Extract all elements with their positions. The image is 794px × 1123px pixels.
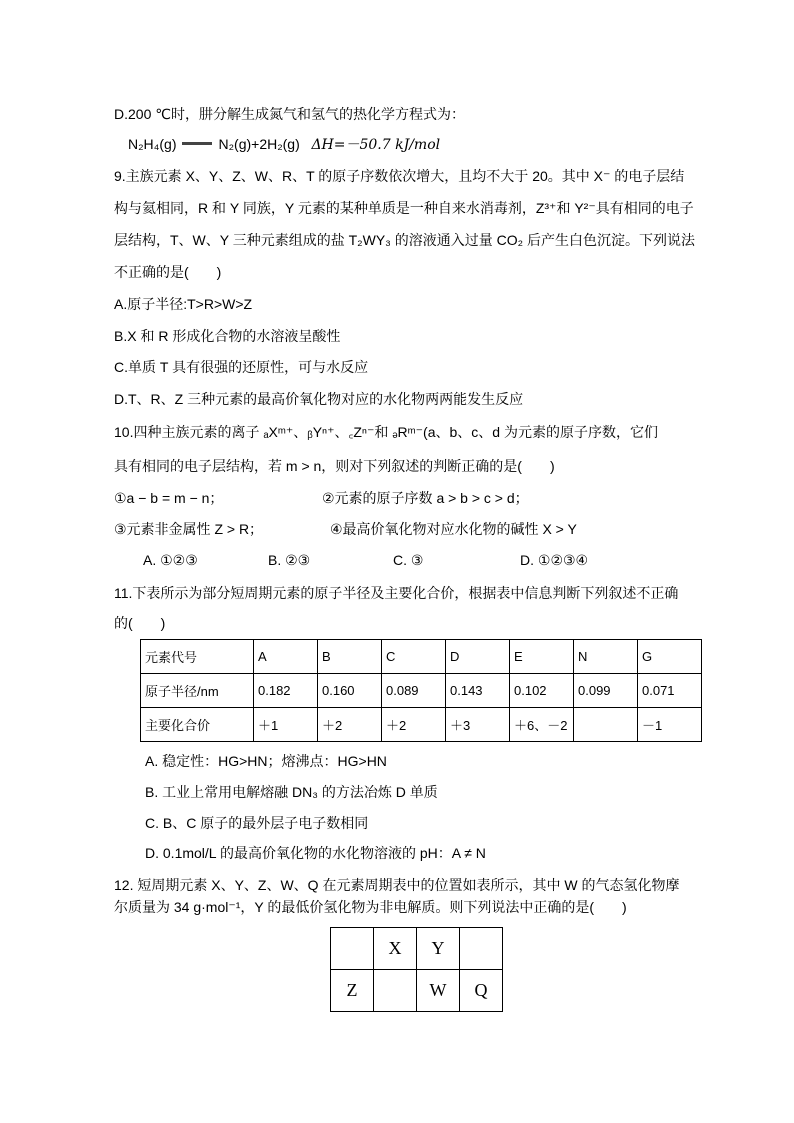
q9-stem-line: 构与氦相同，R 和 Y 同族，Y 元素的某种单质是一种自来水消毒剂，Z³⁺和 Y²⁻具有相同的电子: [114, 200, 694, 216]
table-cell: ＋6、－2: [510, 708, 574, 742]
table-cell: Z: [331, 970, 374, 1012]
q10-statement-4: ④最高价氧化物对应水化物的碱性 X > Y: [330, 521, 577, 537]
table-cell: Q: [460, 970, 503, 1012]
q9-option-d: D.T、R、Z 三种元素的最高价氧化物对应的水化物两两能发生反应: [114, 391, 524, 407]
table-cell: 0.071: [638, 674, 702, 708]
table-cell: [574, 708, 638, 742]
table-cell: G: [638, 640, 702, 674]
table-cell: A: [254, 640, 318, 674]
table-cell: N: [574, 640, 638, 674]
table-cell: ＋1: [254, 708, 318, 742]
q10-option-c: C. ③: [393, 552, 424, 568]
table-cell: 0.102: [510, 674, 574, 708]
table-cell: 原子半径/nm: [141, 674, 254, 708]
q10-statement-3: ③元素非金属性 Z > R；: [114, 521, 264, 537]
q9-option-a: A.原子半径:T>R>W>Z: [114, 296, 253, 312]
q10-stem-line: 10.四种主族元素的离子 ₐXᵐ⁺、ᵦYⁿ⁺、꜀Zⁿ⁻和 ₔRᵐ⁻(a、b、c、d 为元素的原子序数，它们: [114, 424, 658, 440]
table-cell: ＋2: [318, 708, 382, 742]
element-data-table: [140, 639, 702, 742]
table-cell: D: [446, 640, 510, 674]
table-cell: [460, 928, 503, 970]
table-cell: [374, 970, 417, 1012]
q8-equation: [128, 134, 440, 155]
table-cell: [331, 928, 374, 970]
q9-option-c: C.单质 T 具有很强的还原性，可与水反应: [114, 359, 369, 375]
q11-stem-line: 的( ): [114, 615, 166, 631]
q11-option-a: A. 稳定性：HG>HN；熔沸点：HG>HN: [145, 753, 387, 769]
table-cell: E: [510, 640, 574, 674]
q11-option-b: B. 工业上常用电解熔融 DN₃ 的方法冶炼 D 单质: [145, 784, 438, 800]
equation-right: N₂(g)+2H₂(g): [218, 136, 300, 152]
table-cell: 主要化合价: [141, 708, 254, 742]
table-cell: 0.099: [574, 674, 638, 708]
table-cell: Y: [417, 928, 460, 970]
table-cell: X: [374, 928, 417, 970]
table-row: [141, 708, 702, 742]
q12-stem-line: 12. 短周期元素 X、Y、Z、W、Q 在元素周期表中的位置如表所示，其中 W 的气态氢化物摩: [114, 877, 680, 893]
table-cell: 0.089: [382, 674, 446, 708]
table-row: [331, 970, 503, 1012]
table-cell: －1: [638, 708, 702, 742]
q10-stem-line: 具有相同的电子层结构，若 m > n，则对下列叙述的判断正确的是( ): [114, 458, 555, 474]
table-cell: 0.160: [318, 674, 382, 708]
equation-dh: ΔH=－50.7 kJ/mol: [311, 137, 441, 153]
q11-stem-line: 11.下表所示为部分短周期元素的原子半径及主要化合价，根据表中信息判断下列叙述不正确: [114, 585, 679, 601]
q10-option-a: A. ①②③: [143, 552, 198, 568]
q9-stem-line: 不正确的是( ): [114, 264, 222, 280]
q9-option-b: B.X 和 R 形成化合物的水溶液呈酸性: [114, 328, 341, 344]
q11-option-c: C. B、C 原子的最外层子电子数相同: [145, 815, 369, 831]
table-row: [141, 640, 702, 674]
equation-arrow: [182, 142, 212, 145]
table-cell: W: [417, 970, 460, 1012]
q11-option-d: D. 0.1mol/L 的最高价氧化物的水化物溶液的 pH：A ≠ N: [145, 845, 486, 861]
q9-stem-line: 9.主族元素 X、Y、Z、W、R、T 的原子序数依次增大，且均不大于 20。其中 X⁻ 的电子层结: [114, 168, 685, 184]
table-cell: 0.143: [446, 674, 510, 708]
q10-option-d: D. ①②③④: [520, 552, 589, 568]
periodic-position-table: [330, 927, 503, 1012]
q10-statement-1: ①a − b = m − n；: [114, 490, 224, 506]
table-cell: ＋3: [446, 708, 510, 742]
q8-option-d: D.200 ℃时，肼分解生成氮气和氢气的热化学方程式为：: [114, 106, 465, 122]
table-cell: B: [318, 640, 382, 674]
table-cell: 0.182: [254, 674, 318, 708]
q10-option-b: B. ②③: [268, 552, 311, 568]
q9-stem-line: 层结构，T、W、Y 三种元素组成的盐 T₂WY₃ 的溶液通入过量 CO₂ 后产生白色沉淀。下列说法: [114, 232, 695, 248]
table-cell: 元素代号: [141, 640, 254, 674]
table-cell: C: [382, 640, 446, 674]
table-row: [331, 928, 503, 970]
table-row: [141, 674, 702, 708]
q12-stem-line: 尔质量为 34 g·mol⁻¹，Y 的最低价氢化物为非电解质。则下列说法中正确的是( ): [114, 899, 627, 915]
table-cell: ＋2: [382, 708, 446, 742]
q10-statement-2: ②元素的原子序数 a > b > c > d；: [322, 490, 529, 506]
equation-left: N₂H₄(g): [128, 136, 177, 152]
